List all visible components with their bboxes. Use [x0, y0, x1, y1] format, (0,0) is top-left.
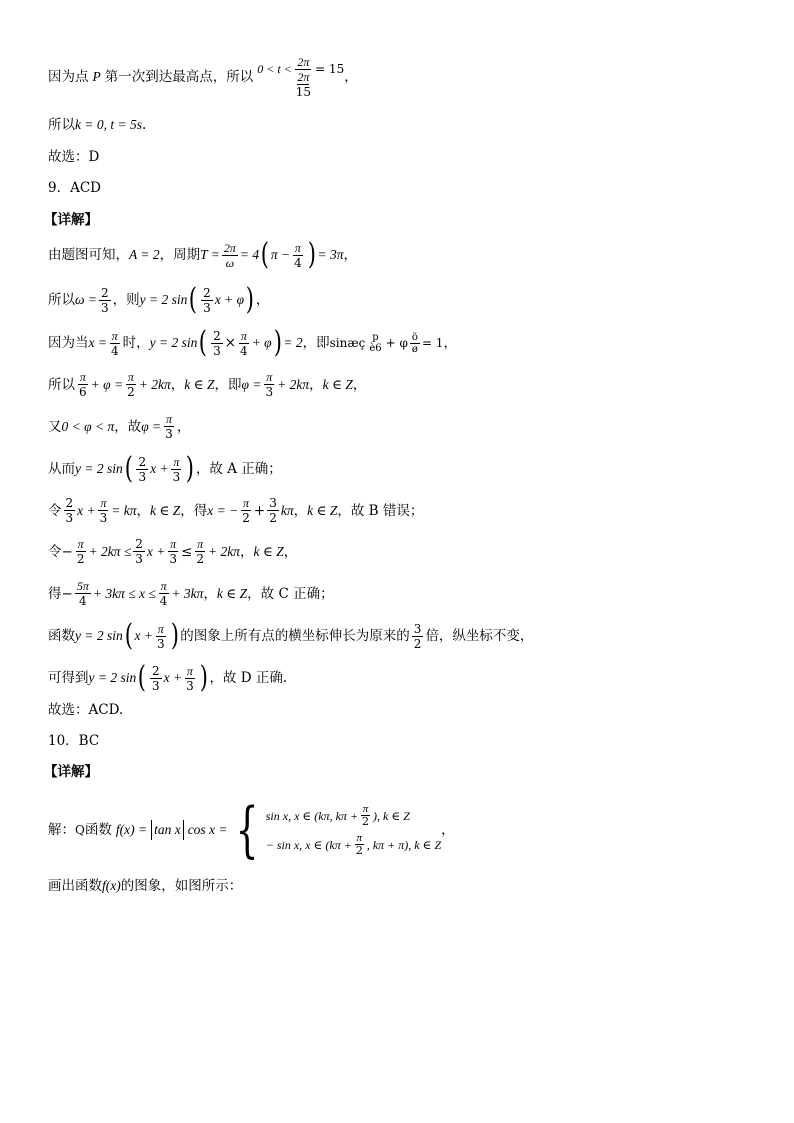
denominator: 3	[213, 343, 221, 358]
math: k ∈ Z	[253, 543, 284, 559]
math: = 4	[239, 247, 260, 262]
text: 故选：D	[48, 149, 100, 165]
fraction	[158, 579, 170, 608]
text: ，得	[180, 502, 208, 519]
math: k ∈ Z	[322, 376, 353, 392]
numerator: 2	[213, 328, 221, 343]
text: ，	[176, 418, 191, 435]
text: 故选：ACD.	[48, 702, 124, 718]
numerator: π	[160, 579, 167, 593]
math: + φ =	[90, 376, 124, 392]
numerator: 3	[269, 496, 277, 510]
math: ×	[224, 335, 237, 351]
numerator: π	[356, 832, 363, 844]
line-20: 解： Q 函数 f(x) = tan x cos x = { sin x, x ∈ (kπ, kπ + $\frac{\pi}{2}$ ), k ∈ Z − sin x, x ∈ (kπ + $\frac{\pi}{2}$ , kπ + π), k ∈ Z ，	[48, 795, 455, 865]
math: x +	[146, 543, 166, 559]
numerator: 2π	[297, 70, 310, 84]
line-8: 因为当 x = $\frac{\pi}{4}$ 时， y = 2 sin ( $\frac{2}{3}$ × $\frac{\pi}{4}$ + φ ) = 2 ，即 sinæç p è6 + φ $\frac{ö}{ø}$ = 1 ，	[48, 325, 457, 360]
numerator: π	[362, 803, 369, 815]
text: 第一次到达最高点，所以	[104, 69, 254, 85]
text: ，故 D 正确.	[209, 670, 288, 686]
math: x + φ	[214, 292, 245, 307]
denominator: 2	[196, 552, 204, 566]
math: + 2kπ	[277, 376, 310, 392]
math: y = 2 sin	[139, 292, 188, 307]
text: 因为点	[48, 69, 89, 85]
denominator: 6	[79, 385, 87, 399]
math: cos x =	[187, 822, 228, 837]
text: .	[141, 117, 147, 133]
numerator: π	[79, 370, 86, 384]
numerator: π	[240, 328, 247, 343]
math: x +	[150, 461, 169, 476]
numerator: π	[186, 663, 193, 678]
text: 【详解】	[44, 764, 98, 780]
math: x +	[77, 502, 96, 518]
numerator: π	[294, 240, 301, 255]
math: + 3kπ	[171, 585, 204, 601]
math: T =	[200, 247, 220, 262]
numerator: π	[165, 412, 172, 426]
text: 画出函数	[48, 878, 102, 894]
question-number-10	[48, 731, 99, 751]
math: A = 2	[129, 247, 160, 262]
line-17	[48, 700, 123, 720]
fraction	[194, 537, 206, 566]
text: ，	[443, 335, 457, 351]
text: 令	[48, 502, 62, 519]
text: 所以	[48, 292, 75, 308]
fraction	[412, 622, 424, 651]
text: 时，	[122, 335, 150, 351]
fraction	[410, 332, 420, 355]
fraction	[167, 537, 179, 566]
line-1	[48, 55, 358, 99]
numerator: 2π	[223, 240, 236, 255]
denominator: 3	[138, 469, 147, 484]
math: x = −	[207, 502, 239, 518]
denominator: 2	[269, 511, 277, 525]
fraction	[201, 286, 213, 315]
numerator: π	[243, 496, 250, 510]
text: 又	[48, 418, 62, 435]
denominator: 4	[110, 343, 119, 358]
math: x +	[134, 628, 153, 643]
numerator: ö	[411, 331, 418, 343]
numerator: π	[173, 454, 180, 469]
text: ，	[343, 247, 357, 263]
math: f(x)	[102, 878, 121, 893]
fraction	[99, 286, 111, 315]
denominator: 3	[156, 636, 165, 651]
line-21	[48, 876, 242, 896]
text: ，	[255, 292, 270, 308]
text: ，故 C 正确；	[247, 585, 334, 602]
math: + 3kπ ≤ x ≤	[92, 585, 156, 601]
math: y = 2 sin	[88, 670, 137, 685]
denominator: 2	[76, 552, 85, 566]
math: k ∈ Z	[184, 376, 215, 392]
numerator: 2	[135, 537, 143, 551]
fraction	[294, 55, 313, 99]
math: k = 0, t = 5s	[75, 117, 142, 132]
text: ，	[203, 585, 217, 602]
denominator: 3	[169, 552, 177, 566]
math: = 2	[283, 335, 303, 350]
math: sin x, x ∈ (kπ, kπ +	[265, 808, 359, 823]
fraction	[163, 412, 175, 441]
fraction	[267, 496, 279, 525]
text: 可得到	[48, 670, 89, 686]
math: + φ	[385, 336, 408, 350]
text: 函数	[48, 628, 75, 644]
text: ，故 B 错误；	[337, 502, 424, 519]
text: 的图象上所有点的横坐标伸长为原来的	[180, 628, 410, 644]
math: φ =	[241, 376, 262, 392]
math: f(x) =	[115, 822, 148, 837]
text: ，故	[114, 418, 142, 435]
math: − sin x, x ∈ (kπ +	[265, 837, 352, 852]
line-7: 所以 ω = $\frac{2}{3}$ ，则 y = 2 sin ( $\frac{2}{3}$ x + φ ) ，	[48, 282, 270, 317]
text: ，	[309, 376, 323, 393]
numerator: 3	[413, 621, 422, 636]
fraction	[125, 370, 137, 399]
piecewise-cases	[266, 803, 441, 857]
text: 倍，纵坐标不变，	[425, 628, 534, 644]
math: = 1	[421, 336, 444, 350]
math: x +	[163, 670, 183, 685]
numerator: 2	[138, 454, 147, 469]
math: tan x	[151, 820, 184, 840]
text: ，	[170, 376, 185, 393]
denominator: è6	[369, 343, 382, 354]
denominator: 3	[65, 511, 74, 525]
fraction	[75, 537, 87, 566]
text: 9．ACD	[48, 180, 101, 196]
fraction	[292, 241, 304, 270]
denominator: 4	[159, 594, 168, 608]
denominator: 3	[186, 678, 194, 693]
numerator: π	[127, 370, 134, 384]
math: = 3π	[317, 247, 344, 262]
fraction	[98, 496, 110, 525]
math: + φ	[251, 335, 272, 350]
fraction	[367, 332, 383, 354]
math: φ =	[141, 418, 162, 434]
text: 因为当	[48, 335, 89, 351]
numerator: π	[77, 537, 84, 551]
numerator: π	[111, 328, 118, 343]
math: 0 < φ < π	[61, 418, 115, 434]
text: 解：	[48, 822, 75, 838]
fraction	[133, 537, 145, 566]
text: ，	[283, 543, 298, 560]
fraction	[240, 496, 252, 525]
fraction	[75, 579, 91, 608]
text: ，	[239, 543, 254, 560]
numerator: 2	[101, 285, 109, 300]
section-heading	[44, 762, 98, 782]
question-number-9	[48, 178, 101, 198]
math: y = 2 sin	[75, 461, 123, 476]
math: x =	[88, 335, 107, 350]
math: + 2kπ ≤	[88, 543, 132, 559]
math: π −	[270, 247, 291, 262]
text: ，则	[112, 292, 140, 308]
math: + 2kπ	[207, 543, 240, 559]
text: ，故 A 正确；	[195, 461, 282, 477]
denominator: 2	[127, 385, 135, 399]
line-13	[48, 537, 297, 566]
fraction	[222, 241, 238, 270]
denominator: 3	[165, 427, 173, 441]
math: sinæç	[329, 336, 366, 350]
denominator: 4	[79, 594, 87, 608]
numerator: π	[170, 537, 177, 551]
text: 的图象，如图所示：	[120, 878, 243, 894]
text: 从而	[48, 461, 75, 477]
text: 得	[48, 585, 62, 602]
text: ，	[136, 502, 151, 519]
line-9	[48, 370, 366, 399]
line-12	[48, 496, 423, 525]
text: ，	[344, 69, 358, 85]
fraction	[64, 496, 76, 525]
denominator: 2	[242, 511, 250, 525]
numerator: π	[197, 537, 204, 551]
line-16: 可得到 y = 2 sin ( $\frac{2}{3}$ x + $\frac{\pi}{3}$ ) ，故 D 正确.	[48, 660, 288, 695]
math: +	[253, 502, 266, 519]
math: 0 < t <	[257, 62, 292, 76]
denominator: 3	[151, 678, 160, 693]
fraction	[211, 329, 223, 358]
line-3	[48, 147, 99, 167]
math: kπ	[280, 502, 294, 518]
text: ，即	[302, 335, 330, 351]
math: y = 2 sin	[75, 628, 123, 643]
numerator: 5π	[76, 579, 89, 593]
numerator: p	[372, 332, 379, 343]
numerator: 2	[203, 285, 211, 300]
line-6: 由题图可知， A = 2 ，周期 T = $\frac{2\pi}{\omega}$ = 4 ( π − $\frac{\pi}{4}$ ) = 3π ，	[48, 237, 357, 272]
fraction	[354, 832, 365, 857]
fraction	[109, 329, 121, 358]
math: + 2kπ	[138, 376, 171, 392]
math: ), k ∈ Z	[373, 808, 410, 823]
denominator: 3	[265, 385, 274, 399]
math: = kπ	[111, 502, 137, 518]
text: 【详解】	[44, 212, 98, 228]
text: 由题图可知，	[48, 247, 129, 263]
numerator: π	[157, 621, 164, 636]
text: ，	[441, 822, 455, 838]
math: y = 2 sin	[149, 335, 198, 350]
denominator: 3	[99, 511, 108, 525]
denominator: 4	[294, 255, 302, 270]
numerator: 2	[151, 663, 160, 678]
denominator: 3	[172, 469, 181, 484]
fraction	[184, 664, 196, 693]
fraction	[150, 664, 162, 693]
math: ω =	[75, 292, 98, 307]
fraction	[136, 455, 148, 484]
math: = 15	[315, 62, 345, 76]
text: ，即	[214, 376, 242, 393]
fraction	[155, 622, 167, 651]
denominator: 3	[203, 300, 211, 315]
denominator: 3	[135, 552, 143, 566]
denominator: 3	[101, 300, 109, 315]
numerator: 2	[65, 496, 74, 510]
section-heading	[44, 210, 98, 230]
denominator: 2	[413, 636, 422, 651]
denominator: 15	[295, 85, 312, 99]
text: 所以	[48, 117, 75, 133]
numerator: π	[266, 370, 273, 384]
math: Q	[75, 823, 85, 837]
numerator: 2π	[297, 55, 310, 69]
math: , kπ + π), k ∈ Z	[366, 837, 442, 852]
fraction	[360, 803, 371, 828]
fraction	[238, 329, 250, 358]
math: k ∈ Z	[150, 502, 181, 518]
math-var: P	[92, 69, 101, 84]
denominator: 2	[362, 815, 370, 828]
math: −	[61, 543, 73, 560]
denominator: ø	[411, 343, 418, 355]
numerator: π	[100, 496, 107, 510]
fraction	[263, 370, 275, 399]
text: 令	[48, 543, 62, 560]
fraction	[171, 455, 183, 484]
text: 10．BC	[48, 733, 100, 749]
denominator: ω	[225, 255, 235, 270]
line-11: 从而 y = 2 sin ( $\frac{2}{3}$ x + $\frac{\pi}{3}$ ) ，故 A 正确；	[48, 451, 282, 486]
math: k ∈ Z	[216, 585, 248, 601]
line-14	[48, 579, 334, 608]
text: ，	[352, 376, 367, 393]
math: k ∈ Z	[307, 502, 338, 518]
text: 所以	[48, 376, 75, 393]
math: −	[61, 585, 73, 602]
denominator: 4	[240, 343, 248, 358]
line-2	[48, 115, 146, 135]
text: ，周期	[159, 247, 201, 263]
text: ，	[293, 502, 308, 519]
line-10	[48, 412, 190, 441]
denominator: 2	[355, 844, 363, 857]
text: 函数	[84, 822, 112, 838]
fraction	[77, 370, 89, 399]
math: ≤	[181, 543, 193, 560]
line-15: 函数 y = 2 sin ( x + $\frac{\pi}{3}$ ) 的图象上所有点的横坐标伸长为原来的 $\frac{3}{2}$ 倍，纵坐标不变，	[48, 618, 534, 653]
